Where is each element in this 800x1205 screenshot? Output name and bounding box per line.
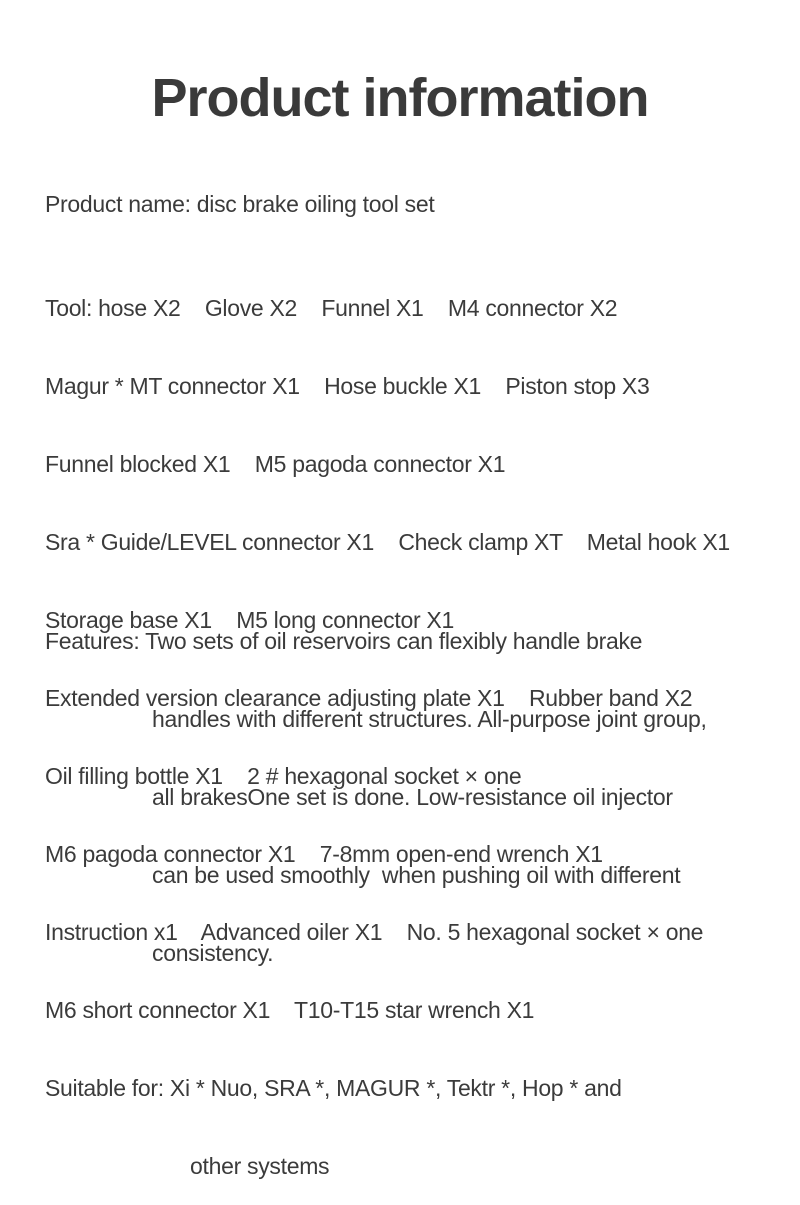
features-paragraph	[45, 576, 775, 992]
tool-list-line: Tool: hose X2 Glove X2 Funnel X1 M4 connector X2	[45, 295, 618, 321]
features-line: can be used smoothly when pushing oil with different	[152, 862, 681, 888]
suitable-for-line: Suitable for: Xi * Nuo, SRA *, MAGUR *, Tektr *, Hop * and	[45, 1075, 622, 1101]
tool-list-line: Sra * Guide/LEVEL connector X1 Check clamp XT Metal hook X1	[45, 529, 730, 555]
features-line: handles with different structures. All-purpose joint group,	[152, 706, 707, 732]
page-title: Product information	[151, 68, 649, 128]
tool-list-line: Magur * MT connector X1 Hose buckle X1 Piston stop X3	[45, 373, 650, 399]
tool-list-line: Storage base X1 M5 long connector X1	[45, 607, 454, 633]
tool-list-line: Oil filling bottle X1 2 # hexagonal socket × one	[45, 763, 522, 789]
features-line: consistency.	[152, 940, 274, 966]
tool-list-line: Instruction x1 Advanced oiler X1 No. 5 hexagonal socket × one	[45, 919, 704, 945]
tool-list-line: M6 short connector X1 T10-T15 star wrench X1	[45, 997, 535, 1023]
tool-list-line: Funnel blocked X1 M5 pagoda connector X1	[45, 451, 506, 477]
tool-list-line: Extended version clearance adjusting plate X1 Rubber band X2	[45, 685, 693, 711]
features-line: all brakesOne set is done. Low-resistance oil injector	[152, 784, 673, 810]
product-name-line: Product name: disc brake oiling tool set	[45, 191, 435, 217]
suitable-for-continuation: other systems	[190, 1153, 330, 1179]
features-line: Features: Two sets of oil reservoirs can flexibly handle brake	[45, 628, 643, 654]
tool-list-line: M6 pagoda connector X1 7-8mm open-end wrench X1	[45, 841, 603, 867]
